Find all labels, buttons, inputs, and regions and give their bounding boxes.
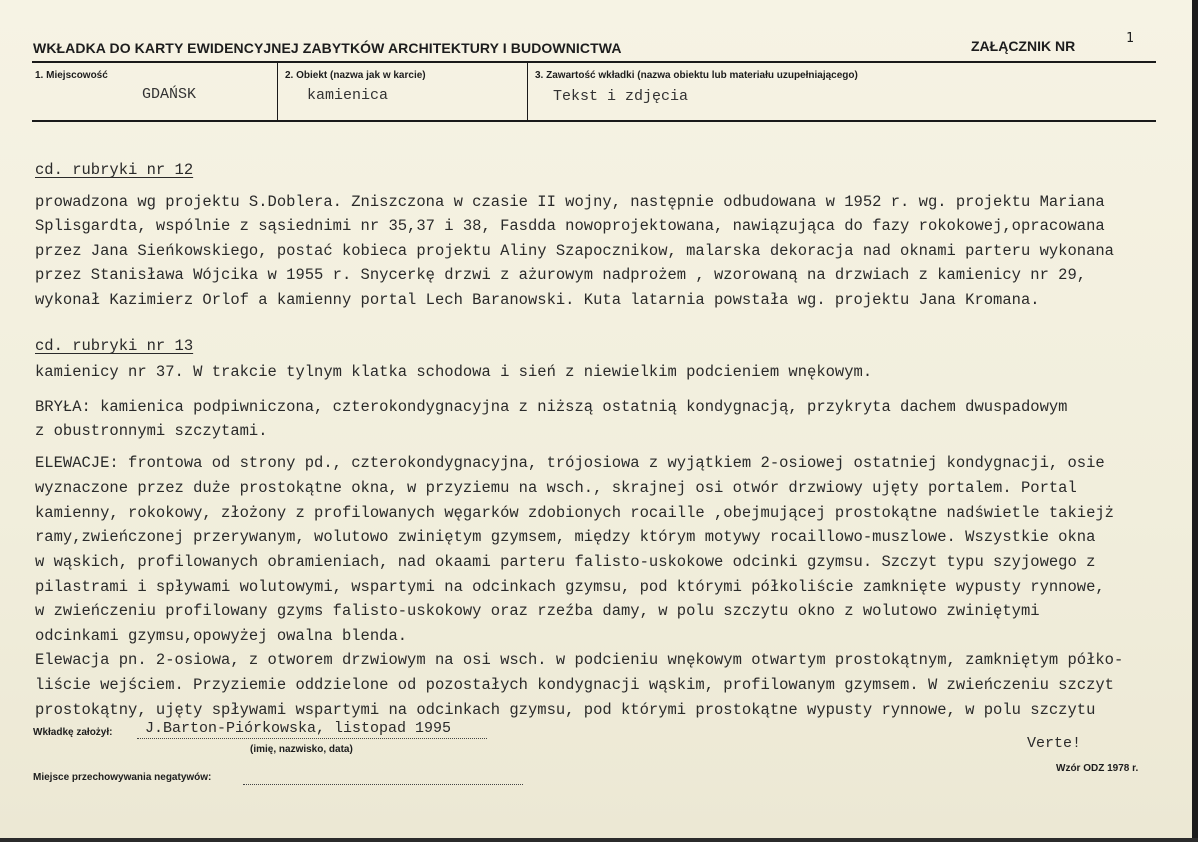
created-by-label: Wkładkę założył: <box>33 727 113 738</box>
created-by-line <box>137 738 487 739</box>
negatives-storage-line <box>243 784 523 785</box>
card-edge-bottom <box>0 838 1198 842</box>
object-label: 2. Obiekt (nazwa jak w karcie) <box>285 70 426 81</box>
text-line: z obustronnymi szczytami. <box>35 422 268 440</box>
text-line: odcinkami gzymsu,opowyżej owalna blenda. <box>35 627 408 645</box>
text-line: ELEWACJE: frontowa od strony pd., czterokondygnacyjna, trójosiowa z wyjątkiem 2-osiowej ostatniej kondygnacji, osie <box>35 454 1105 472</box>
text-line: ramy,zwieńczonej przerywanym, wolutowo zwiniętym gzymsem, między którym motywy rocaillowo-muszlowe. Wszystkie okna <box>35 528 1096 546</box>
negatives-storage-label: Miejsce przechowywania negatywów: <box>33 772 212 783</box>
text-line: kamienny, rokokowy, złożony z profilowanych węgarków zdobionych rocaille ,obejmującej prostokątne nadświetle takiejż <box>35 504 1114 522</box>
card-edge-right <box>1192 0 1198 842</box>
text-line: Splisgardta, wspólnie z sąsiednimi nr 35,37 i 38, Fasdda nowoprojektowana, nawiązująca do fazy rokokowej,opracowana <box>35 217 1105 235</box>
text-line: Elewacja pn. 2-osiowa, z otworem drzwiowym na osi wsch. w podcieniu wnękowym otwartym prostokątnym, zamkniętym półko- <box>35 651 1124 669</box>
locality-value: GDAŃSK <box>142 86 197 103</box>
text-line: wykonał Kazimierz Orlof a kamienny portal Lech Baranowski. Kuta latarnia powstała wg. projektu Jana Kromana. <box>35 291 1040 309</box>
field-divider-2 <box>527 63 528 121</box>
field-divider-1 <box>277 63 278 121</box>
text-line: BRYŁA: kamienica podpiwniczona, czterokondygnacyjna z niższą ostatnią kondygnacją, przykryta dachem dwuspadowym <box>35 398 1068 416</box>
text-line: pilastrami i spływami wolutowymi, wspartymi na odcinkach gzymsu, pod którymi półkoliście zamknięte wypusty rynnowe, <box>35 578 1105 596</box>
text-line: w zwieńczeniu profilowany gzyms falisto-uskokowy oraz rzeźba damy, w polu szczytu okno z wolutowo zwiniętymi <box>35 602 1040 620</box>
section-heading-13: cd. rubryki nr 13 <box>35 337 194 355</box>
contents-value: Tekst i zdjęcia <box>553 88 689 105</box>
header-rule-bottom <box>32 120 1156 122</box>
contents-label: 3. Zawartość wkładki (nazwa obiektu lub materiału uzupełniającego) <box>535 70 858 81</box>
annex-number: 1 <box>1126 31 1134 46</box>
text-line: przez Stanisława Wójcika w 1955 r. Snycerkę drzwi z ażurowym nadprożem , wzorowaną na drzwiach z kamienicy nr 29, <box>35 266 1087 284</box>
annex-label: ZAŁĄCZNIK NR <box>971 38 1076 54</box>
text-line: kamienicy nr 37. W trakcie tylnym klatka schodowa i sień z niewielkim podcieniem wnękowym. <box>35 363 873 381</box>
text-line: w wąskich, profilowanych obramieniach, nad okaami parteru falisto-uskokowe odcinki gzymsu. Szczyt typu szyjowego z <box>35 553 1096 571</box>
created-by-hint: (imię, nazwisko, data) <box>250 744 353 755</box>
header-rule-top <box>32 61 1156 63</box>
object-value: kamienica <box>307 87 389 104</box>
text-line: przez Jana Sieńkowskiego, postać kobieca projektu Aliny Szapocznikow, malarska dekoracja nad oknami parteru wykonana <box>35 242 1114 260</box>
section-heading-12: cd. rubryki nr 12 <box>35 161 194 179</box>
text-line: prostokątny, ujęty spływami wspartymi na odcinkach gzymsu, pod którymi prostokątne wypusty rynnowe, w polu szczytu <box>35 701 1096 719</box>
form-title: WKŁADKA DO KARTY EWIDENCYJNEJ ZABYTKÓW ARCHITEKTURY I BUDOWNICTWA <box>33 40 622 56</box>
text-line: liście wejściem. Przyziemie oddzielone od pozostałych kondygnacji wąskim, profilowanym gzymsem. W zwieńczeniu szczyt <box>35 676 1114 694</box>
created-by-value: J.Barton-Piórkowska, listopad 1995 <box>145 720 452 737</box>
verte-note: Verte! <box>1027 735 1082 752</box>
text-line: wyznaczone przez duże prostokątne okna, w przyziemu na wsch., skrajnej osi otwór drzwiowy ujęty portalem. Portal <box>35 479 1077 497</box>
form-id: Wzór ODZ 1978 r. <box>1056 763 1139 774</box>
text-line: prowadzona wg projektu S.Doblera. Zniszczona w czasie II wojny, następnie odbudowana w 1952 r. wg. projektu Mariana <box>35 193 1105 211</box>
locality-label: 1. Miejscowość <box>35 70 108 81</box>
